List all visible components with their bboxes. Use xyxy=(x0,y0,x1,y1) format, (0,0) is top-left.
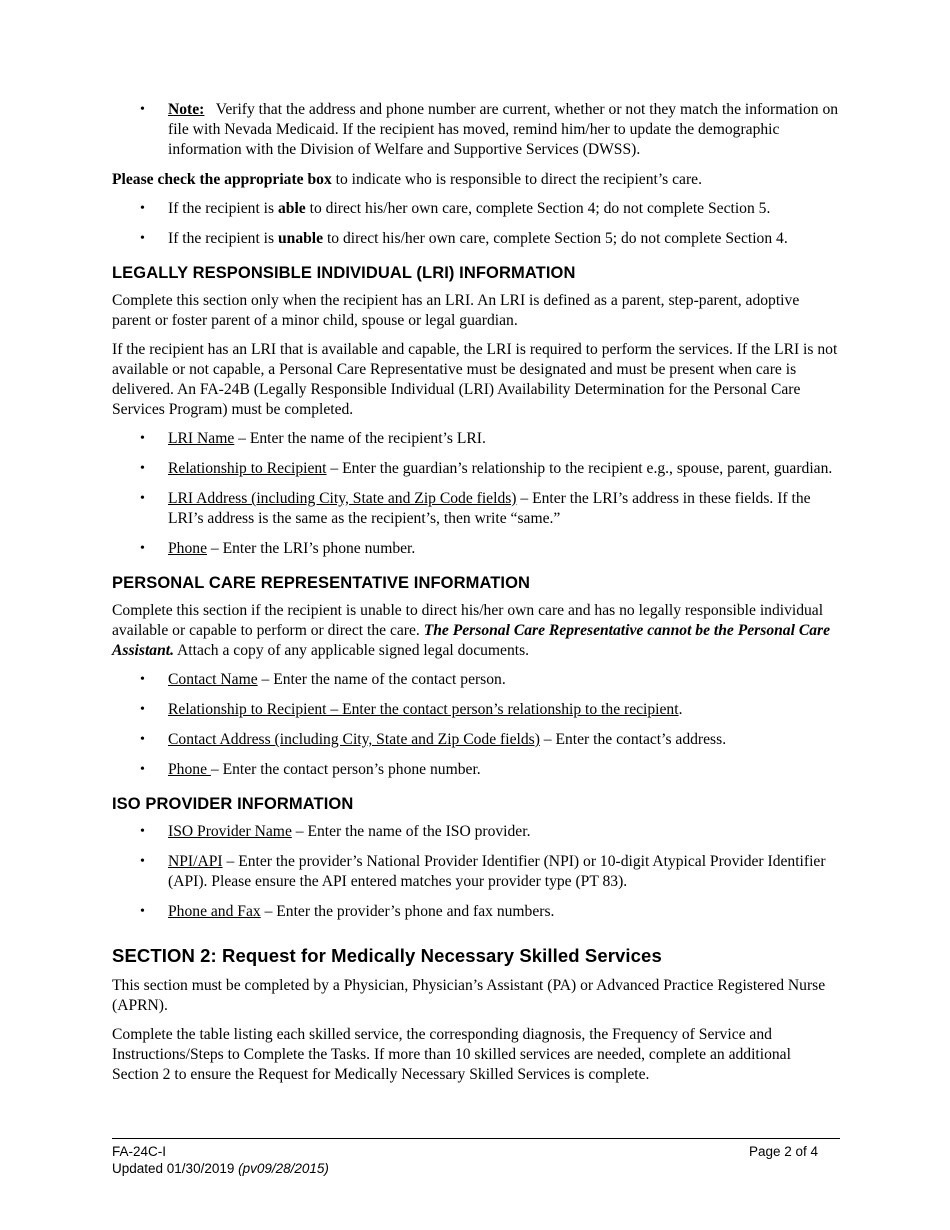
bullet-icon: • xyxy=(140,762,145,777)
note-text: Verify that the address and phone number are current, whether or not they match the information on file with Nevada Medicaid. If the recipient has moved, remind him/her to update the demographic information with the Division of Welfare and Supportive Services (DWSS). xyxy=(168,101,839,158)
section-2-para-2: Complete the table listing each skilled service, the corresponding diagnosis, the Frequency of Service and Instructions/Steps to Complete the Tasks. If more than 10 skilled services are needed, complete an additional Section 2 to ensure the Request for Medically Necessary Skilled Services is complete. xyxy=(112,1026,791,1083)
note-list xyxy=(112,100,840,160)
pcr-para: Complete this section if the recipient is unable to direct his/her own care and has no legally responsible individual available or capable to perform or direct the care. The Personal Care Representative cannot be the Personal Care Assistant. Attach a copy of any applicable signed legal documents. xyxy=(112,602,831,659)
section-2-para-1: This section must be completed by a Physician, Physician’s Assistant (PA) or Advanced Practice Registered Nurse (APRN). xyxy=(112,977,826,1014)
lri-heading: LEGALLY RESPONSIBLE INDIVIDUAL (LRI) INFORMATION xyxy=(112,264,576,282)
note-label: Note: xyxy=(168,101,205,118)
lri-para-1: Complete this section only when the recipient has an LRI. An LRI is defined as a parent, step-parent, adoptive parent or foster parent of a minor child, spouse or legal guardian. xyxy=(112,292,800,329)
section-2-heading: SECTION 2: Request for Medically Necessary Skilled Services xyxy=(112,945,662,966)
list-item: • LRI Name – Enter the name of the recipient’s LRI. xyxy=(140,430,486,447)
list-item: • If the recipient is unable to direct his/her own care, complete Section 5; do not complete Section 4. xyxy=(140,230,788,247)
bullet-icon: • xyxy=(140,201,145,216)
list-item: • NPI/API – Enter the provider’s National Provider Identifier (NPI) or 10-digit Atypical Provider Identifier (API). Please ensure the API entered matches your provider type (PT 83). xyxy=(140,853,826,890)
check-box-list xyxy=(112,199,840,249)
bullet-icon: • xyxy=(140,431,145,446)
page-number: Page 2 of 4 xyxy=(748,1144,818,1159)
bullet-icon: • xyxy=(140,541,145,556)
pcr-list xyxy=(112,670,840,780)
bullet-icon: • xyxy=(140,461,145,476)
form-id: FA-24C-I xyxy=(112,1144,167,1159)
bullet-icon: • xyxy=(140,231,145,246)
list-item: • Relationship to Recipient – Enter the contact person’s relationship to the recipient. xyxy=(140,701,683,718)
pcr-heading: PERSONAL CARE REPRESENTATIVE INFORMATION xyxy=(112,574,531,592)
list-item: • Relationship to Recipient – Enter the guardian’s relationship to the recipient e.g., spouse, parent, guardian. xyxy=(140,460,833,477)
note-item xyxy=(112,100,840,160)
bullet-icon: • xyxy=(140,904,145,919)
document-page xyxy=(112,100,840,1094)
list-item: • Contact Address (including City, State and Zip Code fields) – Enter the contact’s address. xyxy=(140,731,727,748)
list-item: • Contact Name – Enter the name of the contact person. xyxy=(140,671,506,688)
list-item: • ISO Provider Name – Enter the name of the ISO provider. xyxy=(140,823,531,840)
iso-heading: ISO PROVIDER INFORMATION xyxy=(112,795,354,813)
lri-list xyxy=(112,429,840,559)
bullet-icon: • xyxy=(140,824,145,839)
bullet-icon: • xyxy=(140,102,145,117)
lri-para-2: If the recipient has an LRI that is available and capable, the LRI is required to perform the services. If the LRI is not available or not capable, a Personal Care Representative must be designated and must be present when care is delivered. An FA-24B (Legally Responsible Individual (LRI) Availability Determination for the Personal Care Services Program) must be completed. xyxy=(112,341,838,418)
list-item: • Phone and Fax – Enter the provider’s phone and fax numbers. xyxy=(140,903,555,920)
updated-line: Updated 01/30/2019 (pv09/28/2015) xyxy=(112,1161,329,1176)
bullet-icon: • xyxy=(140,672,145,687)
list-item: • Phone – Enter the LRI’s phone number. xyxy=(140,540,416,557)
bullet-icon: • xyxy=(140,702,145,717)
list-item: • LRI Address (including City, State and Zip Code fields) – Enter the LRI’s address in these fields. If the LRI’s address is the same as the recipient’s, then write “same.” xyxy=(140,490,811,527)
list-item: • If the recipient is able to direct his/her own care, complete Section 4; do not complete Section 5. xyxy=(140,200,771,217)
bullet-icon: • xyxy=(140,491,145,506)
bullet-icon: • xyxy=(140,854,145,869)
bullet-icon: • xyxy=(140,732,145,747)
iso-list xyxy=(112,822,840,922)
page-footer xyxy=(112,1138,840,1177)
list-item: • Phone – Enter the contact person’s phone number. xyxy=(140,761,481,778)
check-box-instruction: Please check the appropriate box to indicate who is responsible to direct the recipient’s care. xyxy=(112,171,702,188)
